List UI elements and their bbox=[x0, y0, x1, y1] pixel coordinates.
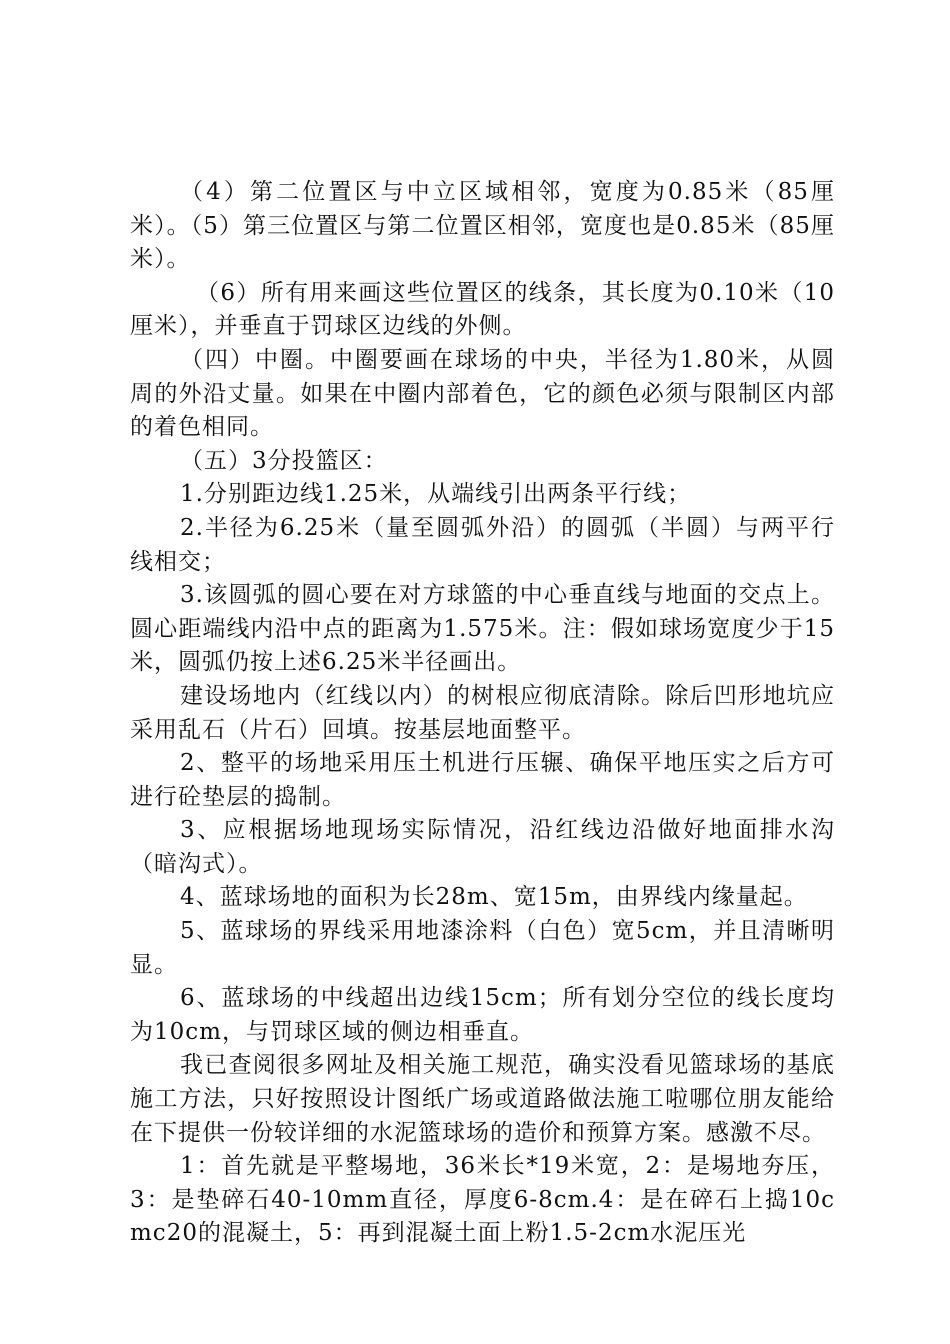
paragraph-three-point-item-3: 3.该圆弧的圆心要在对方球篮的中心垂直线与地面的交点上。圆心距端线内沿中点的距离为1.575米。注：假如球场宽度少于15米，圆弧仍按上述6.25米半径画出。 bbox=[130, 582, 835, 676]
paragraph-court-area: 4、蓝球场地的面积为长28m、宽15m，由界线内缘量起。 bbox=[180, 884, 808, 911]
paragraph-position-zones: （4）第二位置区与中立区域相邻，宽度为0.85米（85厘米）。（5）第三位置区与第二位置区相邻，宽度也是0.85米（85厘米）。 bbox=[130, 179, 835, 273]
paragraph-center-circle: （四）中圈。中圈要画在球场的中央，半径为1.80米，从圆周的外沿丈量。如果在中圈内部着色，它的颜色必须与限制区内部的着色相同。 bbox=[130, 346, 835, 441]
document-body bbox=[130, 176, 835, 1251]
paragraph-drainage: 3、应根据场地现场实际情况，沿红线边沿做好地面排水沟（暗沟式）。 bbox=[130, 817, 835, 877]
paragraph-construction-steps: 1：首先就是平整埸地，36米长*19米宽，2：是埸地夯压，3：是垫碎石40-10mm直径，厚度6-8cm.4：是在碎石上捣10cmc20的混凝土，5：再到混凝土面上粉1.5-2cm水泥压光 bbox=[130, 1153, 835, 1247]
paragraph-three-point-item-1: 1.分别距边线1.25米，从端线引出两条平行线； bbox=[180, 481, 692, 508]
paragraph-three-point-item-2: 2.半径为6.25米（量至圆弧外沿）的圆弧（半圆）与两平行线相交； bbox=[130, 514, 835, 575]
paragraph-center-line: 6、蓝球场的中线超出边线15cm；所有划分空位的线长度均为10cm，与罚球区域的侧边相垂直。 bbox=[130, 985, 835, 1045]
paragraph-compaction: 2、整平的场地采用压土机进行压辗、确保平地压实之后方可进行砼垫层的捣制。 bbox=[130, 750, 835, 810]
paragraph-site-clearing: 建设场地内（红线以内）的树根应彻底清除。除后凹形地坑应采用乱石（片石）回填。按基层地面整平。 bbox=[130, 682, 835, 743]
paragraph-boundary-lines: 5、蓝球场的界线采用地漆涂料（白色）宽5cm，并且清晰明显。 bbox=[130, 918, 835, 978]
paragraph-question: 我已查阅很多网址及相关施工规范，确实没看见篮球场的基底施工方法，只好按照设计图纸广场或道路做法施工啦哪位朋友能给在下提供一份较详细的水泥篮球场的造价和预算方案。感激不尽。 bbox=[130, 1052, 835, 1146]
paragraph-three-point-heading: （五）3分投篮区： bbox=[180, 447, 388, 474]
paragraph-zone-lines: （6）所有用来画这些位置区的线条，其长度为0.10米（10厘米），并垂直于罚球区边线的外侧。 bbox=[130, 279, 835, 340]
